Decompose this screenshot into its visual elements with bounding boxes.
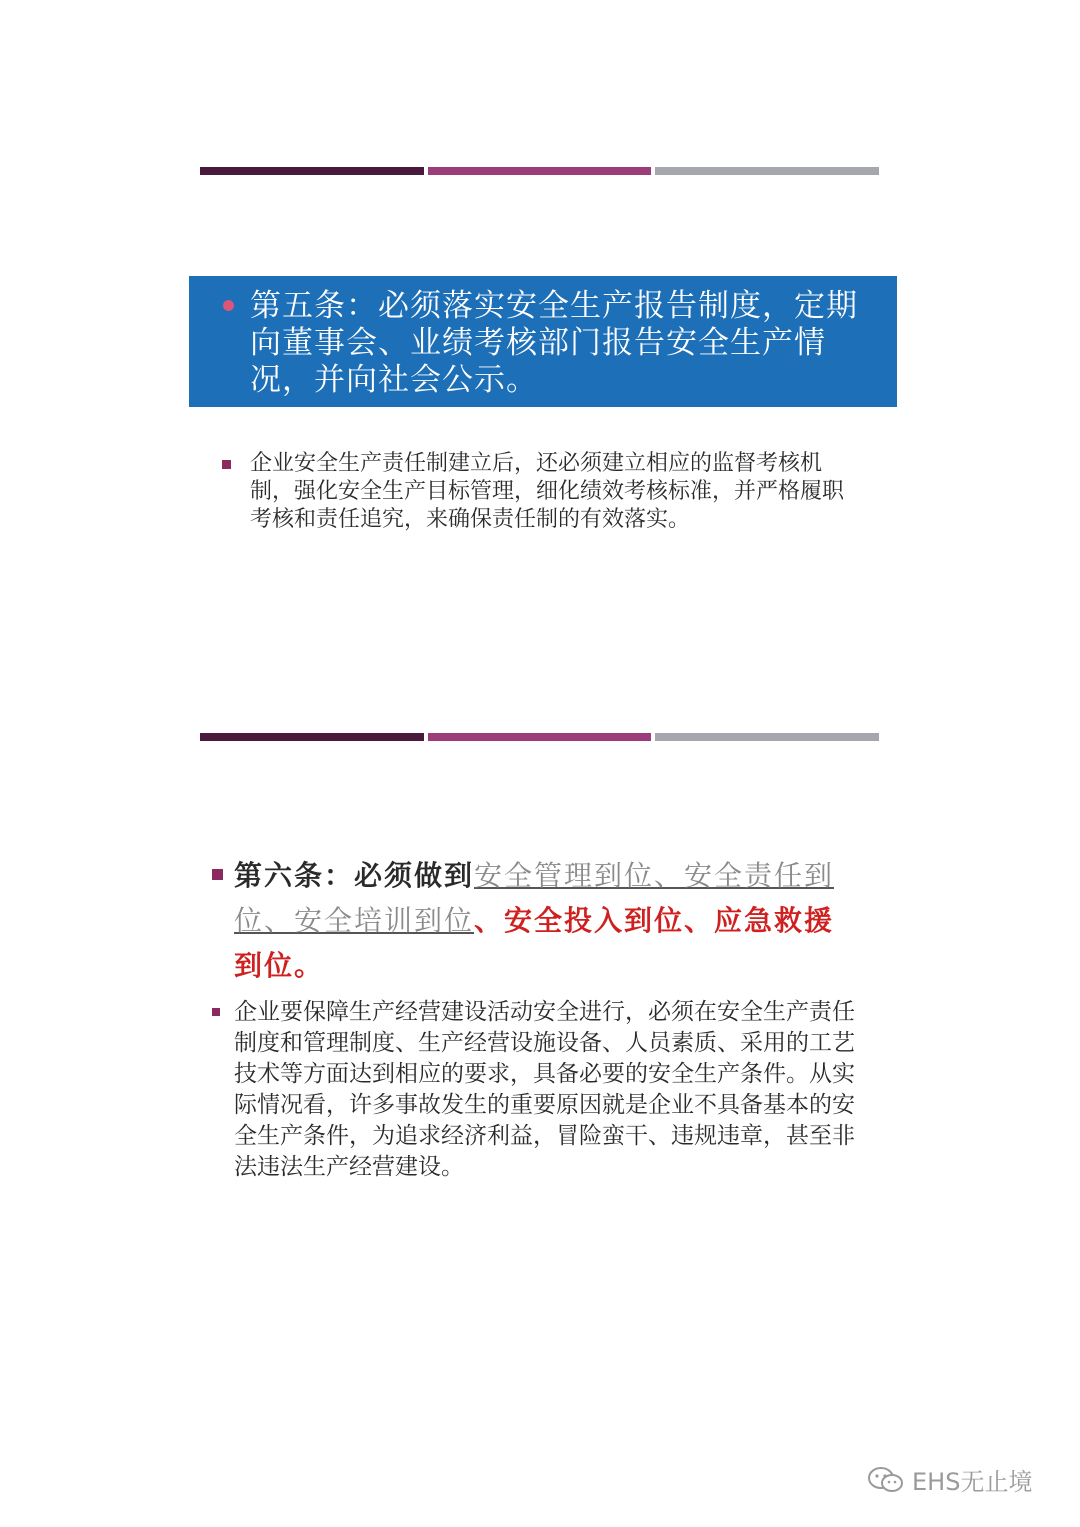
wechat-icon [866,1465,906,1495]
section6-heading-red: 、安全投入到位、应急救援到位。 [234,904,835,982]
section6-heading-prefix: 第六条：必须做到 [234,859,475,892]
rule-segment-gray [655,733,879,741]
section6-heading [234,853,854,988]
section5-body [250,450,850,534]
watermark-text: EHS无止境 [912,1468,1033,1496]
divider-rule-bottom [200,733,879,741]
divider-rule-top [200,167,879,175]
section5-heading-box [189,276,897,407]
bullet-square-icon [212,869,223,880]
watermark [866,1462,1032,1497]
section6-body [234,997,874,1183]
rule-segment-mid [428,167,652,175]
rule-segment-dark [200,733,424,741]
bullet-square-icon [212,1008,220,1016]
section6-heading-underlined: 安全管理到位、安全责任到位、安全培训到位 [234,859,835,937]
bullet-square-icon [222,460,231,469]
section5-heading: 第五条：必须落实安全生产报告制度，定期向董事会、业绩考核部门报告安全生产情况，并向社会公示。 [250,288,858,398]
rule-segment-mid [428,733,652,741]
rule-segment-dark [200,167,424,175]
section6-body-text: 企业要保障生产经营建设活动安全进行，必须在安全生产责任制度和管理制度、生产经营设施设备、人员素质、采用的工艺技术等方面达到相应的要求，具备必要的安全生产条件。从实际情况看，许多事故发生的重要原因就是企业不具备基本的安全生产条件，为追求经济利益，冒险蛮干、违规违章，甚至非法违法生产经营建设。 [234,999,855,1180]
rule-segment-gray [655,167,879,175]
section5-body-text: 企业安全生产责任制建立后，还必须建立相应的监督考核机制，强化安全生产目标管理，细化绩效考核标准，并严格履职考核和责任追究，来确保责任制的有效落实。 [250,451,845,532]
bullet-dot-icon [223,300,234,311]
